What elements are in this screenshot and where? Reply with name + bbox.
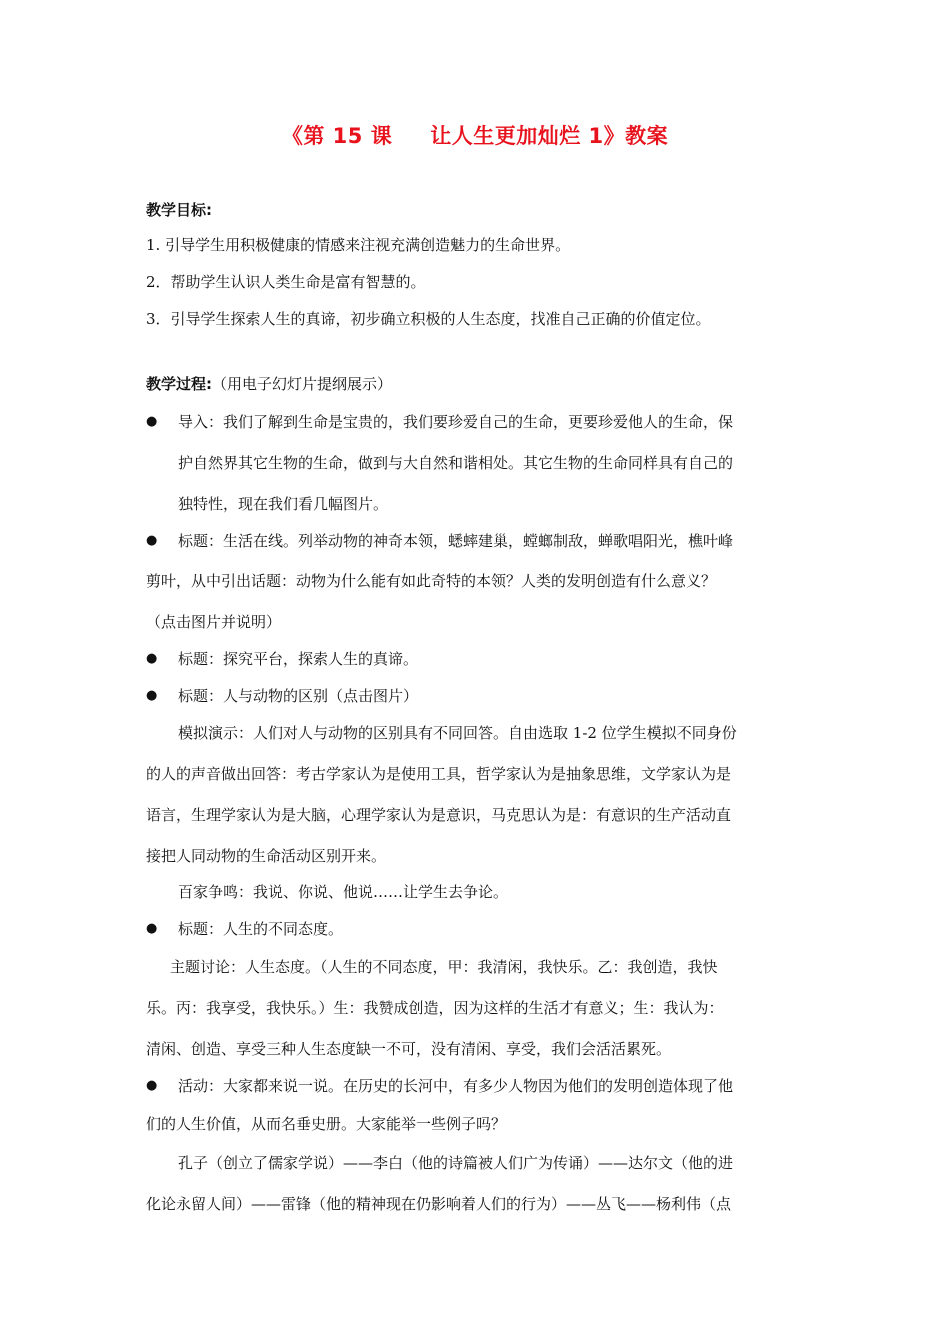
title-part-2: 让人生更加灿烂 1》教案 — [430, 124, 669, 148]
life-online-line-3: （点击图片并说明） — [146, 613, 282, 631]
objective-3: 3．引导学生探索人生的真谛，初步确立积极的人生态度，找准自己正确的价值定位。 — [146, 310, 711, 328]
simulation-line-1: 模拟演示：人们对人与动物的区别具有不同回答。自由选取 1-2 位学生模拟不同身份 — [178, 724, 737, 742]
activity-line-1: 活动：大家都来说一说。在历史的长河中，有多少人物因为他们的发明创造体现了他 — [178, 1077, 734, 1095]
bullet-icon: ● — [146, 533, 158, 548]
bullet-icon: ● — [146, 651, 158, 666]
activity-line-2: 们的人生价值，从而名垂史册。大家能举一些例子吗？ — [146, 1115, 507, 1133]
life-online-line-1: 标题：生活在线。列举动物的神奇本领，蟋蟀建巢，螳螂制敌，蝉歌唱阳光，樵叶峰 — [178, 532, 734, 550]
intro-line-3: 独特性，现在我们看几幅图片。 — [178, 495, 389, 513]
objectives-heading: 教学目标: — [146, 201, 212, 219]
examples-line-2: 化论永留人间）——雷锋（他的精神现在仍影响着人们的行为）——丛飞——杨利伟（点 — [146, 1195, 732, 1213]
life-online-line-2: 剪叶，从中引出话题：动物为什么能有如此奇特的本领？人类的发明创造有什么意义？ — [146, 572, 717, 590]
explore-line: 标题：探究平台，探索人生的真谛。 — [178, 650, 419, 668]
process-heading: 教学过程: — [146, 375, 212, 393]
debate-line: 百家争鸣：我说、你说、他说……让学生去争论。 — [178, 883, 509, 901]
discussion-line-3: 清闲、创造、享受三种人生态度缺一不可，没有清闲、享受，我们会活活累死。 — [146, 1040, 672, 1058]
bullet-icon: ● — [146, 414, 158, 429]
objective-2: 2．帮助学生认识人类生命是富有智慧的。 — [146, 273, 426, 291]
discussion-line-1: 主题讨论：人生态度。（人生的不同态度，甲：我清闲，我快乐。乙：我创造，我快 — [170, 958, 718, 976]
intro-line-1: 导入：我们了解到生命是宝贵的，我们要珍爱自己的生命，更要珍爱他人的生命，保 — [178, 413, 734, 431]
page-title — [0, 120, 950, 150]
examples-line-1: 孔子（创立了儒家学说）——李白（他的诗篇被人们广为传诵）——达尔文（他的进 — [178, 1154, 734, 1172]
objective-1: 1. 引导学生用积极健康的情感来注视充满创造魅力的生命世界。 — [146, 236, 571, 254]
title-part-1: 《第 15 课 — [281, 124, 393, 148]
bullet-icon: ● — [146, 688, 158, 703]
discussion-line-2: 乐。丙：我享受，我快乐。）生：我赞成创造，因为这样的生活才有意义；生：我认为： — [146, 999, 724, 1017]
difference-line: 标题：人与动物的区别（点击图片） — [178, 687, 419, 705]
bullet-icon: ● — [146, 1078, 158, 1093]
process-note: （用电子幻灯片提纲展示） — [212, 375, 393, 393]
simulation-line-3: 语言，生理学家认为是大脑，心理学家认为是意识，马克思认为是：有意识的生产活动直 — [146, 806, 732, 824]
simulation-line-2: 的人的声音做出回答：考古学家认为是使用工具，哲学家认为是抽象思维，文学家认为是 — [146, 765, 732, 783]
bullet-icon: ● — [146, 921, 158, 936]
intro-line-2: 护自然界其它生物的生命，做到与大自然和谐相处。其它生物的生命同样具有自己的 — [178, 454, 734, 472]
simulation-line-4: 接把人同动物的生命活动区别开来。 — [146, 847, 387, 865]
process-heading-row — [146, 374, 392, 394]
attitude-title-line: 标题：人生的不同态度。 — [178, 920, 344, 938]
